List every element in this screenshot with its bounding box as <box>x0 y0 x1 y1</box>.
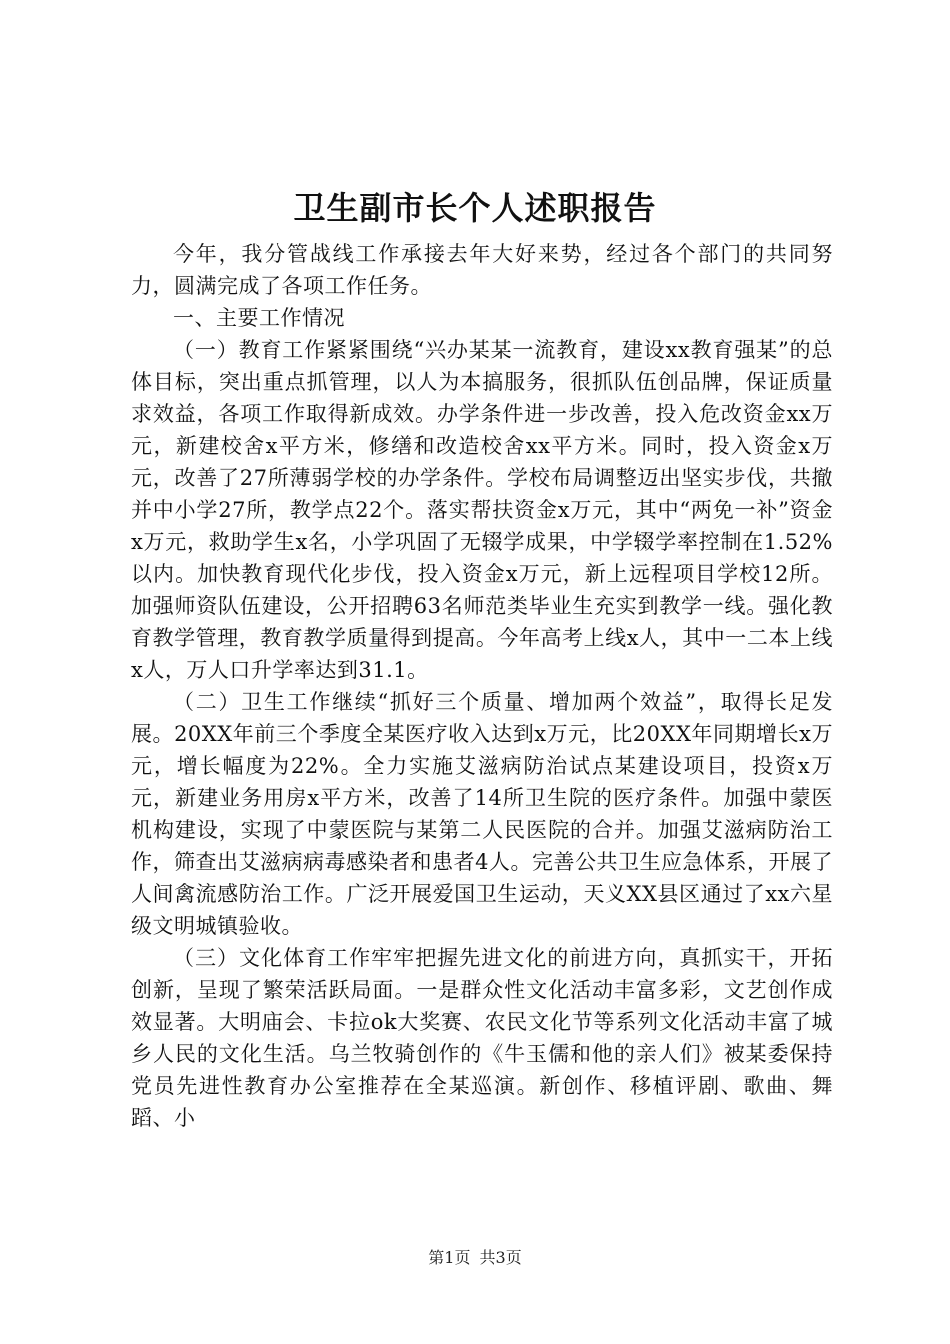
document-title: 卫生副市长个人述职报告 <box>293 189 657 227</box>
section-heading: 一、主要工作情况 <box>173 306 345 330</box>
education-paragraph: （一）教育工作紧紧围绕“兴办某某一流教育，建设xx教育强某”的总体目标，突出重点抓管理，以人为本搞服务，很抓队伍创品牌，保证质量求效益，各项工作取得新成效。办学条件进一步改善，投入危改资金xx万元，新建校舍x平方米，修缮和改造校舍xx平方米。同时，投入资金x万元，改善了27所薄弱学校的办学条件。学校布局调整迈出坚实步伐，共撤并中小学27所，教学点22个。落实帮扶资金x万元，其中“两免一补”资金x万元，救助学生x名，小学巩固了无辍学成果，中学辍学率控制在1.52%以内。加快教育现代化步伐，投入资金x万元，新上远程项目学校12所。加强师资队伍建设，公开招聘63名师范类毕业生充实到教学一线。强化教育教学管理，教育教学质量得到提高。今年高考上线x人，其中一二本上线x人，万人口升学率达到31.1。 <box>131 338 833 682</box>
health-paragraph: （二）卫生工作继续“抓好三个质量、增加两个效益”，取得长足发展。20XX年前三个季度全某医疗收入达到x万元，比20XX年同期增长x万元，增长幅度为22%。全力实施艾滋病防治试点某建设项目，投资x万元，新建业务用房x平方米，改善了14所卫生院的医疗条件。加强中蒙医机构建设，实现了中蒙医院与某第二人民医院的合并。加强艾滋病防治工作，筛查出艾滋病病毒感染者和患者4人。完善公共卫生应急体系，开展了人间禽流感防治工作。广泛开展爱国卫生运动，天义XX县区通过了xx六星级文明城镇验收。 <box>131 690 833 938</box>
page-footer <box>0 1247 950 1269</box>
page-number: 第1页 <box>428 1248 471 1267</box>
page-total: 共3页 <box>479 1248 522 1267</box>
intro-paragraph: 今年，我分管战线工作承接去年大好来势，经过各个部门的共同努力，圆满完成了各项工作任务。 <box>131 242 833 298</box>
culture-paragraph: （三）文化体育工作牢牢把握先进文化的前进方向，真抓实干，开拓创新，呈现了繁荣活跃局面。一是群众性文化活动丰富多彩，文艺创作成效显著。大明庙会、卡拉ok大奖赛、农民文化节等系列文化活动丰富了城乡人民的文化生活。乌兰牧骑创作的《牛玉儒和他的亲人们》被某委保持党员先进性教育办公室推荐在全某巡演。新创作、移植评剧、歌曲、舞蹈、小 <box>131 946 833 1130</box>
document-body <box>131 238 833 1134</box>
